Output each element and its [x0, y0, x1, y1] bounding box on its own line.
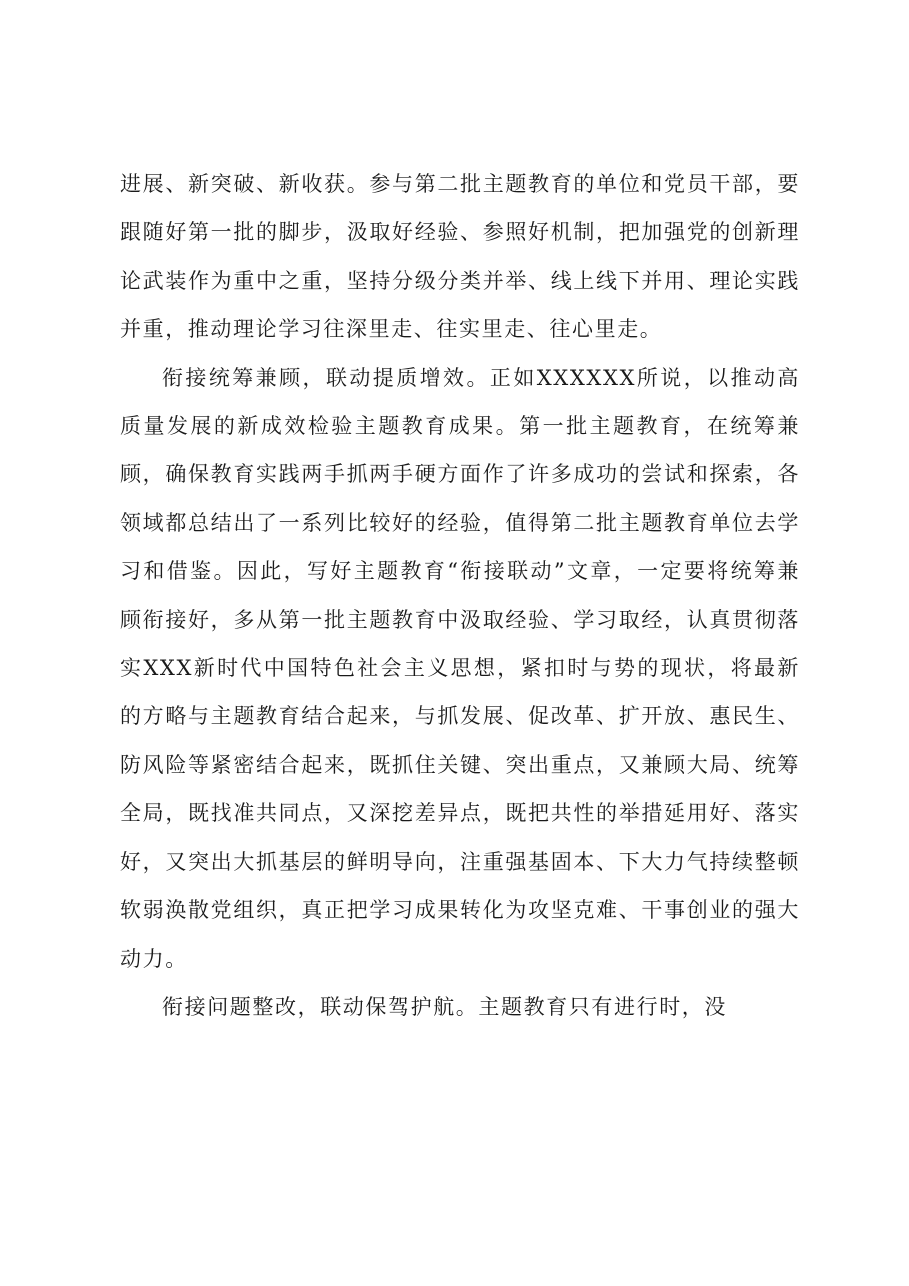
paragraph-rectification: 衔接问题整改，联动保驾护航。主题教育只有进行时，没: [162, 994, 727, 1019]
paragraph-coordination: 衔接统筹兼顾，联动提质增效。正如XXXXXX所说，以推动高质量发展的新成效检验主题教育成果。第一批主题教育，在统筹兼顾，确保教育实践两手抓两手硬方面作了许多成功的尝试和探索，各领域都总结出了一系列比较好的经验，值得第二批主题教育单位去学习和借鉴。因此，写好主题教育“衔接联动”文章，一定要将统筹兼顾衔接好，多从第一批主题教育中汲取经验、学习取经，认真贯彻落实XXX新时代中国特色社会主义思想，紧扣时与势的现状，将最新的方略与主题教育结合起来，与抓发展、促改革、扩开放、惠民生、防风险等紧密结合起来，既抓住关键、突出重点，又兼顾大局、统筹全局，既找准共同点，又深挖差异点，既把共性的举措延用好、落实好，又突出大抓基层的鲜明导向，注重强基固本、下大力气持续整顿软弱涣散党组织，真正把学习成果转化为攻坚克难、干事创业的强大动力。: [120, 365, 800, 971]
paragraph-continuation: 进展、新突破、新收获。参与第二批主题教育的单位和党员干部，要跟随好第一批的脚步，汲取好经验、参照好机制，把加强党的创新理论武装作为重中之重，坚持分级分类并举、线上线下并用、理论实践并重，推动理论学习往深里走、往实里走、往心里走。: [120, 172, 800, 342]
document-body: [120, 160, 800, 1031]
